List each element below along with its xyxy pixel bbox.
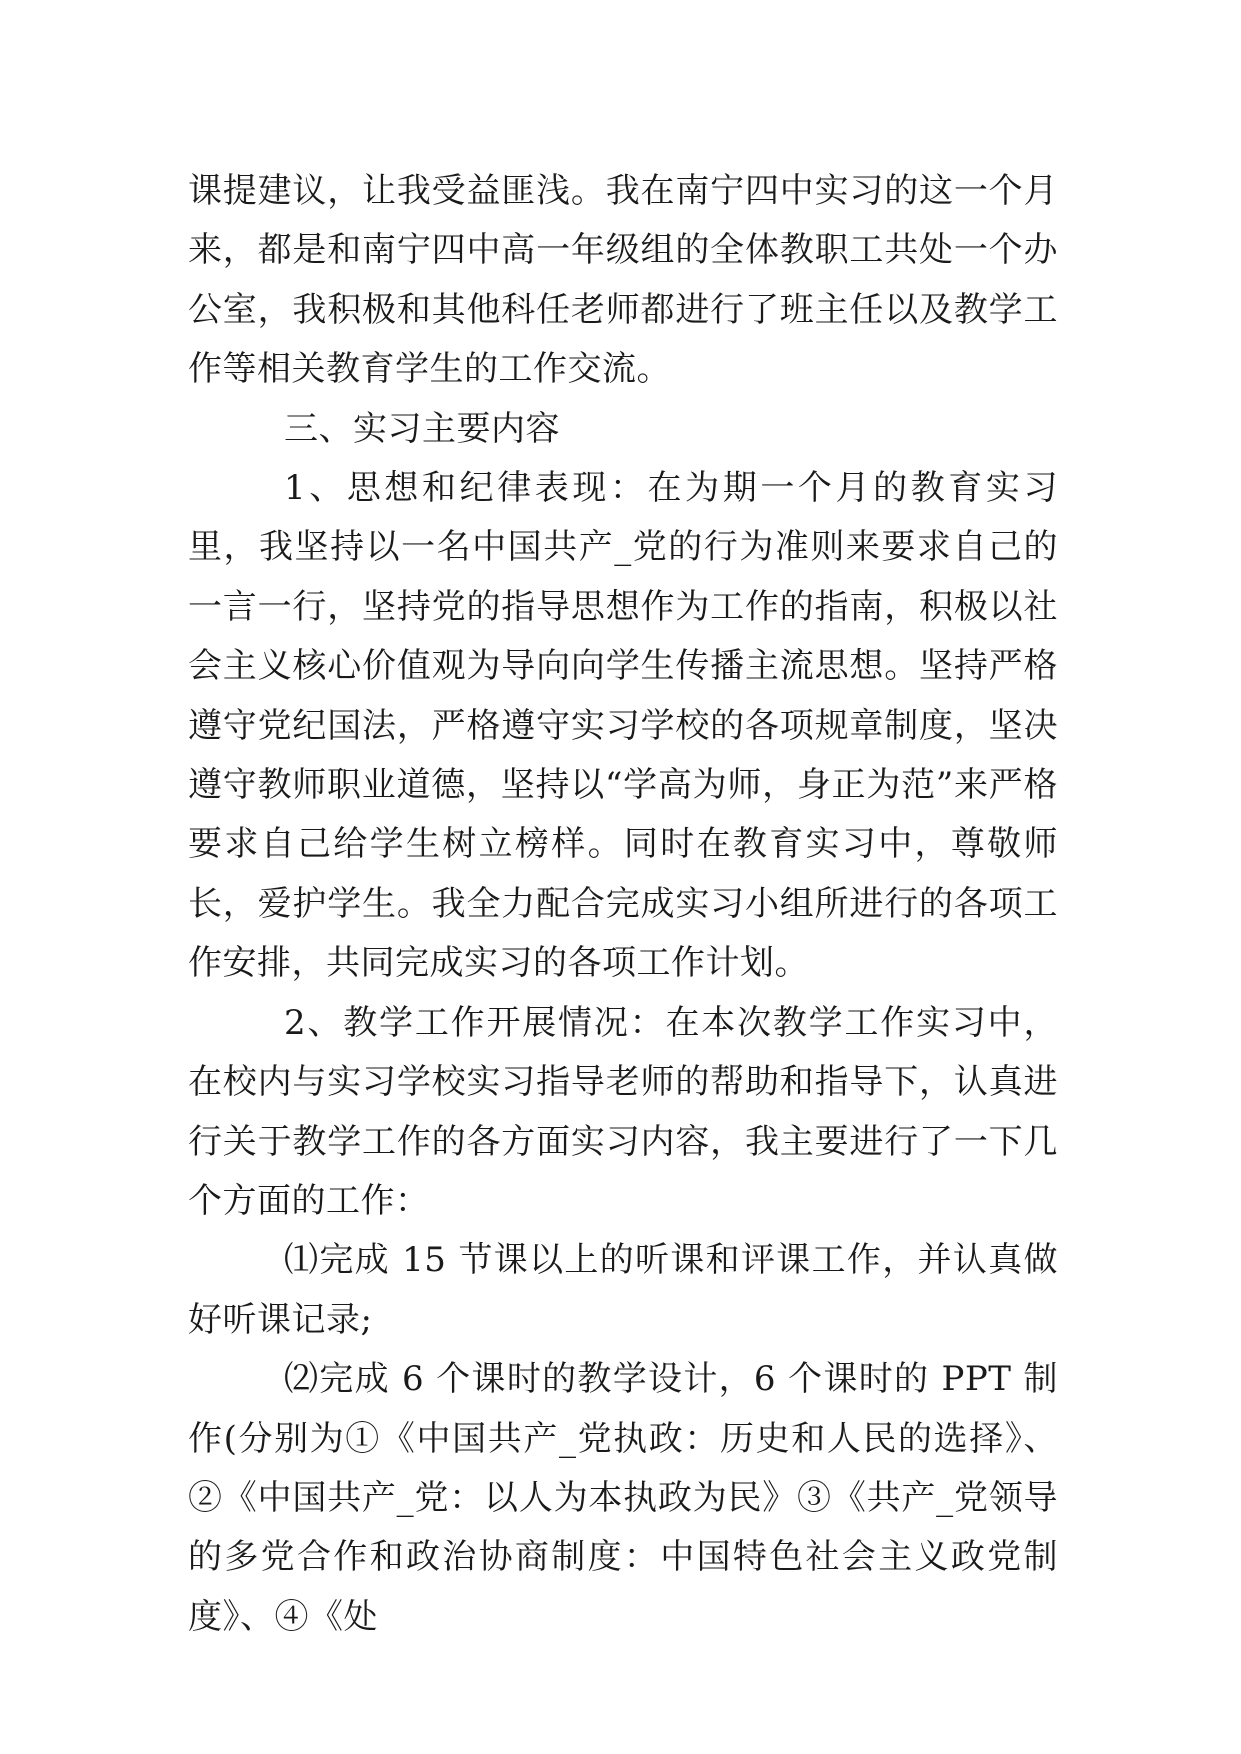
list-item-observation: ⑴完成 15 节课以上的听课和评课工作，并认真做好听课记录; — [188, 1240, 1058, 1340]
section-heading-internship-content: 三、实习主要内容 — [284, 408, 560, 449]
list-item-lesson-design: ⑵完成 6 个课时的教学设计，6 个课时的 PPT 制作(分别为①《中国共产_党执政：历史和人民的选择》、②《中国共产_党：以人为本执政为民》③《共产_党领导的多党合作和政治协商制度：中国特色社会主义政党制度》、④《处 — [188, 1359, 1058, 1637]
paragraph-teaching-work: 2、教学工作开展情况：在本次教学工作实习中，在校内与实习学校实习指导老师的帮助和指导下，认真进行关于教学工作的各方面实习内容，我主要进行了一下几个方面的工作： — [188, 1002, 1058, 1221]
paragraph-teaching-exchange: 课提建议，让我受益匪浅。我在南宁四中实习的这一个月来，都是和南宁四中高一年级组的全体教职工共处一个办公室，我积极和其他科任老师都进行了班主任以及教学工作等相关教育学生的工作交流。 — [188, 171, 1058, 390]
paragraph-thought-discipline: 1、思想和纪律表现：在为期一个月的教育实习里，我坚持以一名中国共产_党的行为准则来要求自己的一言一行，坚持党的指导思想作为工作的指南，积极以社会主义核心价值观为导向向学生传播主流思想。坚持严格遵守党纪国法，严格遵守实习学校的各项规章制度，坚决遵守教师职业道德，坚持以“学高为师，身正为范”来严格要求自己给学生树立榜样。同时在教育实习中，尊敬师长，爱护学生。我全力配合完成实习小组所进行的各项工作安排，共同完成实习的各项工作计划。 — [188, 468, 1058, 984]
document-body — [188, 162, 1058, 1647]
